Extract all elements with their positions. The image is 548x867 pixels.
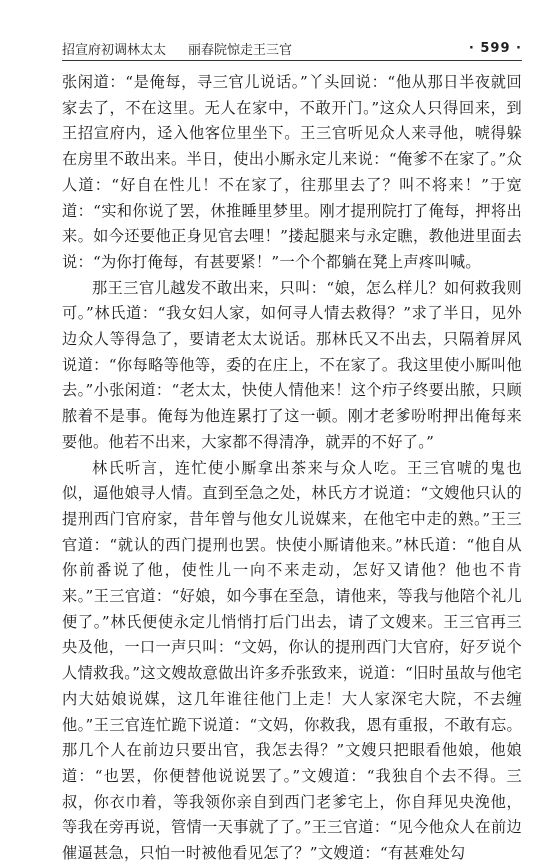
page-number: · 599 · [468, 40, 522, 56]
chapter-titles [62, 39, 292, 58]
paragraph-3: 林氏听言，连忙使小厮拿出茶来与众人吃。王三官唬的鬼也似，逼他娘寻人情。直到至急之处，林氏方才说道：“文嫂他只认的提刑西门官府家，昔年曾与他女儿说媒来，在他宅中走的熟。”王三官道：“就认的西门提刑也罢。快使小厮请他来。”林氏道：“他自从你前番说了他，使性儿一向不来走动，怎好又请他？他也不肯来。”王三官道：“好娘，如今事在至急，请他来，等我与他陪个礼儿便了。”林氏便使永定儿悄悄打后门出去，请了文嫂来。王三官再三央及他，一口一声只叫：“文妈，你认的提刑西门大官府，好歹说个人情救我。”这文嫂故意做出许多乔张致来，说道：“旧时虽故与他宅内大姑娘说媒，这几年谁往他门上走！大人家深宅大院，不去缠他。”王三官连忙跪下说道：“文妈，你救我，恩有重报，不敢有忘。那几个人在前边只要出官，我怎去得？”文嫂只把眼看他娘，他娘道：“也罢，你便替他说说罢了。”文嫂道：“我独自个去不得。三叔，你衣巾着，等我领你亲自到西门老爹宅上，你自拜见央浼他，等我在旁再说，管情一天事就了了。”王三官道：“见今他众人在前边催逼甚急，只怕一时被他看见怎了？”文嫂道：“有甚难处勾 [62, 458, 522, 863]
header-rule [62, 60, 522, 61]
running-header [62, 38, 522, 58]
chapter-title-left: 招宣府初调林太太 [62, 42, 167, 58]
body-text [62, 70, 522, 867]
paragraph-1: 张闲道：“是俺每，寻三官儿说话。”丫头回说：“他从那日半夜就回家去了，不在这里。无人在家中，不敢开门。”这众人只得回来，到王招宣府内，迳入他客位里坐下。王三官听见众人来寻他，唬得躲在房里不敢出来。半日，使出小厮永定儿来说：“俺爹不在家了。”众人道：“好自在性儿！不在家了，往那里去了？叫不将来！”于宽道：“实和你说了罢，休推睡里梦里。刚才提刑院打了俺每，押将出来。如今还要他正身见官去哩！”搂起腿来与永定瞧，教他进里面去说：“为你打俺每，有甚要紧！”一个个都躺在凳上声疼叫喊。 [62, 73, 522, 271]
paragraph-2: 那王三官儿越发不敢出来，只叫：“娘，怎么样儿？如何救我则可。”林氏道：“我女妇人家，如何寻人情去救得？”求了半日，见外边众人等得急了，要请老太太说话。那林氏又不出去，只隔着屏风说道：“你每略等他等，委的在庄上，不在家了。我这里使小厮叫他去。”小张闲道：“老太太，快使人情他来！这个疖子终要出脓，只顾脓着不是事。俺每为他连累打了这一顿。刚才老爹吩咐押出俺每来要他。他若不出来，大家都不得清净，就弄的不好了。” [62, 278, 522, 451]
chapter-title-right: 丽春院惊走王三官 [188, 42, 293, 58]
